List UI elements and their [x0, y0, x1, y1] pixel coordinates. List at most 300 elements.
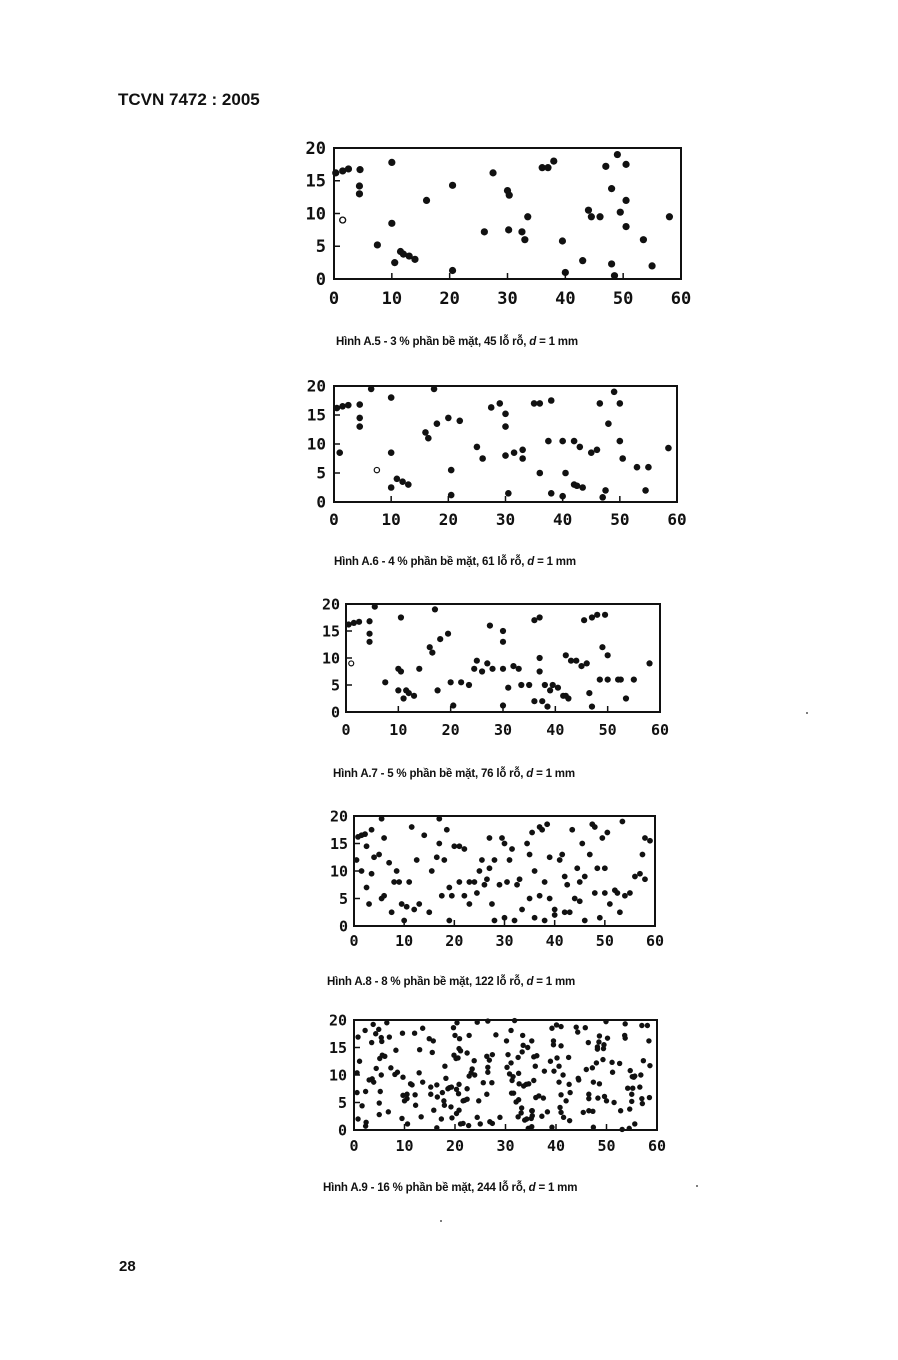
pore-point	[372, 604, 378, 610]
pore-point	[556, 1079, 561, 1084]
pore-point	[366, 618, 372, 624]
pore-point	[601, 1042, 606, 1047]
pore-point	[474, 890, 480, 896]
pore-point	[449, 267, 456, 274]
pore-point	[554, 1022, 559, 1027]
pore-point	[398, 668, 404, 674]
pore-point	[411, 693, 417, 699]
pore-point	[524, 1116, 529, 1121]
pore-point	[490, 1052, 495, 1057]
pore-point	[559, 237, 566, 244]
pore-point	[402, 1098, 407, 1103]
pore-point	[618, 677, 624, 683]
pore-point	[537, 614, 543, 620]
pore-point	[622, 223, 629, 230]
figure-a6-caption: Hình A.6 - 4 % phần bề mặt, 61 lỗ rỗ, d = 1 mm	[334, 556, 576, 568]
pore-point	[364, 885, 370, 891]
pore-point	[505, 226, 512, 233]
pore-point	[485, 1065, 490, 1070]
pore-point	[567, 909, 573, 915]
pore-point	[481, 228, 488, 235]
pore-point	[602, 890, 608, 896]
pore-point	[579, 841, 585, 847]
pore-point	[547, 896, 553, 902]
pore-point	[622, 893, 628, 899]
pore-point	[642, 487, 649, 494]
y-tick-label: 10	[305, 204, 326, 225]
pore-point	[487, 1119, 492, 1124]
pore-point	[591, 1125, 596, 1130]
pore-point	[542, 682, 548, 688]
pore-point	[558, 1092, 563, 1097]
pore-point	[532, 868, 538, 874]
pore-point	[448, 679, 454, 685]
x-tick-label: 10	[381, 289, 403, 309]
pore-point	[356, 190, 363, 197]
pore-point	[569, 827, 575, 833]
pore-point	[474, 444, 481, 451]
x-tick-label: 50	[597, 1137, 616, 1155]
pore-point	[479, 857, 485, 863]
pore-point	[549, 1125, 554, 1130]
pore-point	[452, 1033, 457, 1038]
pore-point	[497, 1115, 502, 1120]
x-tick-label: 40	[545, 932, 564, 950]
pore-point	[431, 1038, 436, 1043]
pore-point	[562, 470, 569, 477]
pore-point	[369, 871, 375, 877]
pore-point	[355, 1116, 360, 1121]
pore-point	[377, 1100, 382, 1105]
pore-point	[487, 1057, 492, 1062]
pore-point	[530, 1108, 535, 1113]
pore-point	[421, 832, 427, 838]
pore-point	[560, 1072, 565, 1077]
pore-point	[514, 882, 520, 888]
pore-point	[436, 841, 442, 847]
pore-point	[632, 874, 638, 880]
pore-point	[370, 1022, 375, 1027]
pore-point	[516, 1081, 521, 1086]
pore-point	[605, 677, 611, 683]
x-tick-label: 50	[610, 510, 630, 529]
pore-point	[448, 1104, 453, 1109]
pore-point	[562, 269, 569, 276]
pore-point	[526, 682, 532, 688]
y-tick-label: 5	[330, 676, 340, 695]
pore-point	[579, 257, 586, 264]
pore-point	[531, 400, 538, 407]
pore-point	[563, 652, 569, 658]
pore-point	[412, 1092, 417, 1097]
y-tick-label: 15	[321, 622, 340, 641]
pore-point	[537, 470, 544, 477]
pore-point	[502, 915, 508, 921]
pore-point	[371, 854, 377, 860]
pore-point	[450, 702, 456, 708]
x-tick-label: 0	[349, 932, 359, 950]
pore-point	[500, 639, 506, 645]
pore-point	[557, 857, 563, 863]
pore-point	[566, 1082, 571, 1087]
pore-point	[504, 879, 510, 885]
pore-point	[560, 693, 566, 699]
pore-point	[434, 1125, 439, 1130]
figure-a5-scatter	[300, 138, 700, 318]
y-tick-label: 0	[315, 269, 326, 290]
pore-point	[394, 868, 400, 874]
pore-point	[346, 621, 352, 627]
pore-point	[631, 1075, 636, 1080]
pore-point	[500, 666, 506, 672]
x-tick-label: 60	[650, 721, 670, 739]
pore-point	[387, 1034, 392, 1039]
pore-point	[405, 481, 412, 488]
pore-point	[431, 1108, 436, 1113]
pore-point	[544, 821, 550, 827]
pore-point	[384, 1020, 389, 1025]
pore-point	[487, 835, 493, 841]
pore-point	[502, 411, 509, 418]
pore-point	[597, 677, 603, 683]
pore-point	[541, 1095, 546, 1100]
pore-point	[589, 704, 595, 710]
pore-point	[531, 1054, 536, 1059]
pore-point	[364, 843, 370, 849]
pore-point	[556, 1064, 561, 1069]
pore-point	[539, 827, 545, 833]
pore-point	[400, 1031, 405, 1036]
pore-point	[537, 655, 543, 661]
pore-point	[442, 1064, 447, 1069]
pore-point	[377, 1112, 382, 1117]
pore-point	[637, 1084, 642, 1089]
y-tick-label: 0	[337, 1121, 347, 1140]
pore-point	[393, 1048, 398, 1053]
pore-point	[557, 1105, 562, 1110]
pore-point	[429, 650, 435, 656]
pore-point	[542, 1068, 547, 1073]
pore-point	[595, 1095, 600, 1100]
pore-point	[487, 865, 493, 871]
pore-point	[565, 695, 571, 701]
pore-point	[447, 1085, 452, 1090]
pore-point	[496, 400, 503, 407]
x-tick-label: 60	[647, 1137, 667, 1155]
pore-point	[519, 447, 526, 454]
pore-point	[640, 852, 646, 858]
x-tick-label: 20	[445, 1137, 465, 1155]
pore-point	[456, 418, 463, 425]
pore-point	[456, 1046, 461, 1051]
pore-point	[640, 1101, 645, 1106]
pore-point	[596, 1039, 601, 1044]
pore-point	[605, 1035, 610, 1040]
pore-point	[366, 631, 372, 637]
pore-point	[426, 909, 432, 915]
pore-point	[492, 918, 498, 924]
pore-point	[411, 907, 417, 913]
pore-point	[471, 1058, 476, 1063]
y-tick-label: 5	[337, 1093, 347, 1112]
pore-point	[622, 1021, 627, 1026]
x-tick-label: 30	[493, 721, 513, 739]
pore-point	[614, 890, 620, 896]
pore-point	[629, 1099, 634, 1104]
pore-point	[537, 893, 543, 899]
pore-point	[479, 668, 485, 674]
pore-point	[464, 1050, 469, 1055]
pore-point	[456, 1108, 461, 1113]
pore-point	[500, 628, 506, 634]
pore-point	[555, 685, 561, 691]
pore-point	[531, 1078, 536, 1083]
pore-point	[379, 1072, 384, 1077]
pore-point	[630, 1086, 635, 1091]
pore-point	[588, 449, 595, 456]
pore-point	[448, 492, 455, 499]
x-tick-label: 20	[445, 932, 464, 950]
pore-point	[646, 1038, 651, 1043]
pore-point	[574, 1024, 579, 1029]
x-tick-label: 20	[441, 721, 460, 739]
pore-point	[567, 1118, 572, 1123]
pore-point	[363, 1120, 368, 1125]
pore-point	[602, 865, 608, 871]
pore-point	[627, 890, 633, 896]
plot-frame	[334, 148, 681, 279]
pore-point	[617, 400, 624, 407]
pore-point	[492, 857, 498, 863]
pore-point	[608, 260, 615, 267]
pore-point	[456, 879, 462, 885]
pore-point	[510, 663, 516, 669]
pore-point	[539, 1114, 544, 1119]
pore-point	[550, 158, 557, 165]
pore-point	[611, 1100, 616, 1105]
pore-point	[526, 1126, 531, 1131]
pore-point	[623, 695, 629, 701]
pore-point	[631, 677, 637, 683]
pore-point	[460, 1121, 465, 1126]
pore-point	[542, 918, 548, 924]
x-tick-label: 50	[595, 932, 614, 950]
y-tick-label: 15	[328, 1038, 347, 1057]
pore-point	[545, 438, 552, 445]
pore-point	[453, 1056, 458, 1061]
pore-point	[381, 893, 387, 899]
pore-point	[396, 879, 402, 885]
pore-point	[380, 1053, 385, 1058]
pore-point	[592, 824, 598, 830]
pore-point	[478, 1121, 483, 1126]
pore-point	[398, 614, 404, 620]
y-tick-label: 10	[329, 862, 348, 881]
pore-point	[518, 682, 524, 688]
x-tick-label: 50	[612, 289, 634, 309]
pore-point	[594, 865, 600, 871]
pore-point	[558, 1043, 563, 1048]
pore-point	[416, 1070, 421, 1075]
pore-point	[520, 1033, 525, 1038]
pore-point	[562, 909, 568, 915]
x-tick-label: 40	[553, 510, 573, 529]
pore-point	[369, 827, 375, 833]
y-tick-label: 0	[330, 703, 340, 722]
pore-point	[516, 1071, 521, 1076]
y-tick-label: 15	[306, 405, 326, 425]
pore-point	[431, 386, 438, 393]
y-tick-label: 5	[316, 463, 326, 483]
pore-point	[607, 901, 613, 907]
x-tick-label: 40	[546, 1137, 566, 1155]
pore-point	[582, 918, 588, 924]
pore-point	[602, 612, 608, 618]
pore-point	[571, 438, 578, 445]
pore-point	[587, 852, 593, 858]
pore-point	[627, 1126, 632, 1131]
pore-point	[595, 1046, 600, 1051]
pore-point	[592, 890, 598, 896]
pore-point	[512, 918, 518, 924]
pore-point	[388, 159, 395, 166]
pore-point	[381, 835, 387, 841]
pore-point	[611, 272, 618, 279]
pore-point	[604, 1098, 609, 1103]
pore-point	[638, 1072, 643, 1077]
pore-point	[527, 896, 533, 902]
pore-point	[457, 1036, 462, 1041]
pore-point	[400, 695, 406, 701]
pore-point	[575, 1029, 580, 1034]
pore-point	[544, 164, 551, 171]
pore-point	[574, 482, 581, 489]
pore-point	[416, 901, 422, 907]
pore-point	[574, 865, 580, 871]
pore-point	[412, 1031, 417, 1036]
pore-point	[552, 912, 558, 918]
pore-point	[614, 151, 621, 158]
pore-point	[547, 854, 553, 860]
figure-a9-caption: Hình A.9 - 16 % phần bề mặt, 244 lỗ rỗ, d = 1 mm	[323, 1182, 578, 1194]
pore-point	[609, 1060, 614, 1065]
y-tick-label: 5	[338, 889, 348, 908]
pore-point	[395, 687, 401, 693]
y-tick-label: 10	[328, 1066, 347, 1085]
pore-point	[374, 241, 381, 248]
pore-point	[469, 1066, 474, 1071]
pore-point	[572, 896, 578, 902]
pore-point	[504, 1065, 509, 1070]
pore-point	[406, 879, 412, 885]
pore-point	[401, 918, 407, 924]
pore-point	[559, 493, 566, 500]
pore-point	[645, 464, 652, 471]
pore-point	[479, 455, 486, 462]
pore-point	[628, 1068, 633, 1073]
pore-point	[356, 182, 363, 189]
x-tick-label: 40	[546, 721, 565, 739]
pore-point	[619, 455, 626, 462]
pore-point	[573, 658, 579, 664]
plot-frame	[334, 386, 677, 502]
pore-point	[499, 835, 505, 841]
pore-point	[379, 816, 385, 822]
pore-point	[464, 1097, 469, 1102]
pore-point	[545, 1109, 550, 1114]
y-tick-label: 10	[306, 434, 326, 454]
pore-point	[542, 879, 548, 885]
x-tick-label: 30	[495, 510, 516, 529]
pore-point	[476, 1098, 481, 1103]
pore-point	[665, 445, 672, 452]
pore-point	[405, 1121, 410, 1126]
pore-point	[516, 1097, 521, 1102]
pore-point	[389, 909, 395, 915]
pore-point	[378, 1089, 383, 1094]
plot-frame	[346, 604, 660, 712]
pore-point	[376, 852, 382, 858]
scan-speck	[806, 712, 808, 714]
pore-point	[485, 1018, 490, 1023]
pore-point	[564, 882, 570, 888]
pore-point	[634, 464, 641, 471]
pore-point	[629, 1092, 634, 1097]
figure-a8-scatter	[300, 804, 680, 954]
pore-point	[368, 386, 375, 393]
pore-point	[552, 907, 558, 913]
pore-point	[430, 1050, 435, 1055]
pore-point	[391, 879, 397, 885]
pore-point	[446, 885, 452, 891]
pore-point	[481, 1080, 486, 1085]
pore-point	[608, 185, 615, 192]
pore-point	[363, 1089, 368, 1094]
pore-point	[515, 1055, 520, 1060]
pore-point	[434, 420, 441, 427]
pore-point	[548, 397, 555, 404]
pore-point	[594, 1060, 599, 1065]
pore-point	[451, 1025, 456, 1030]
pore-point	[434, 854, 440, 860]
pore-point	[505, 490, 512, 497]
pore-point	[376, 1027, 381, 1032]
pore-point	[439, 893, 445, 899]
pore-point	[622, 1035, 627, 1040]
pore-point	[561, 1115, 566, 1120]
pore-point	[466, 1033, 471, 1038]
pore-point	[594, 612, 600, 618]
x-tick-label: 10	[395, 932, 414, 950]
pore-point	[399, 901, 405, 907]
pore-point	[379, 1035, 384, 1040]
pore-point	[551, 1042, 556, 1047]
pore-point	[666, 213, 673, 220]
y-tick-label: 5	[315, 237, 326, 258]
pore-point	[529, 830, 535, 836]
pore-point	[578, 663, 584, 669]
pore-point	[596, 213, 603, 220]
pore-point	[466, 1123, 471, 1128]
x-tick-label: 0	[349, 1137, 359, 1155]
pore-point	[388, 220, 395, 227]
pore-point	[356, 619, 362, 625]
pore-point	[423, 197, 430, 204]
pore-point	[354, 1070, 359, 1075]
pore-point	[362, 1028, 367, 1033]
pore-point	[366, 639, 372, 645]
plot-frame	[354, 1020, 657, 1130]
